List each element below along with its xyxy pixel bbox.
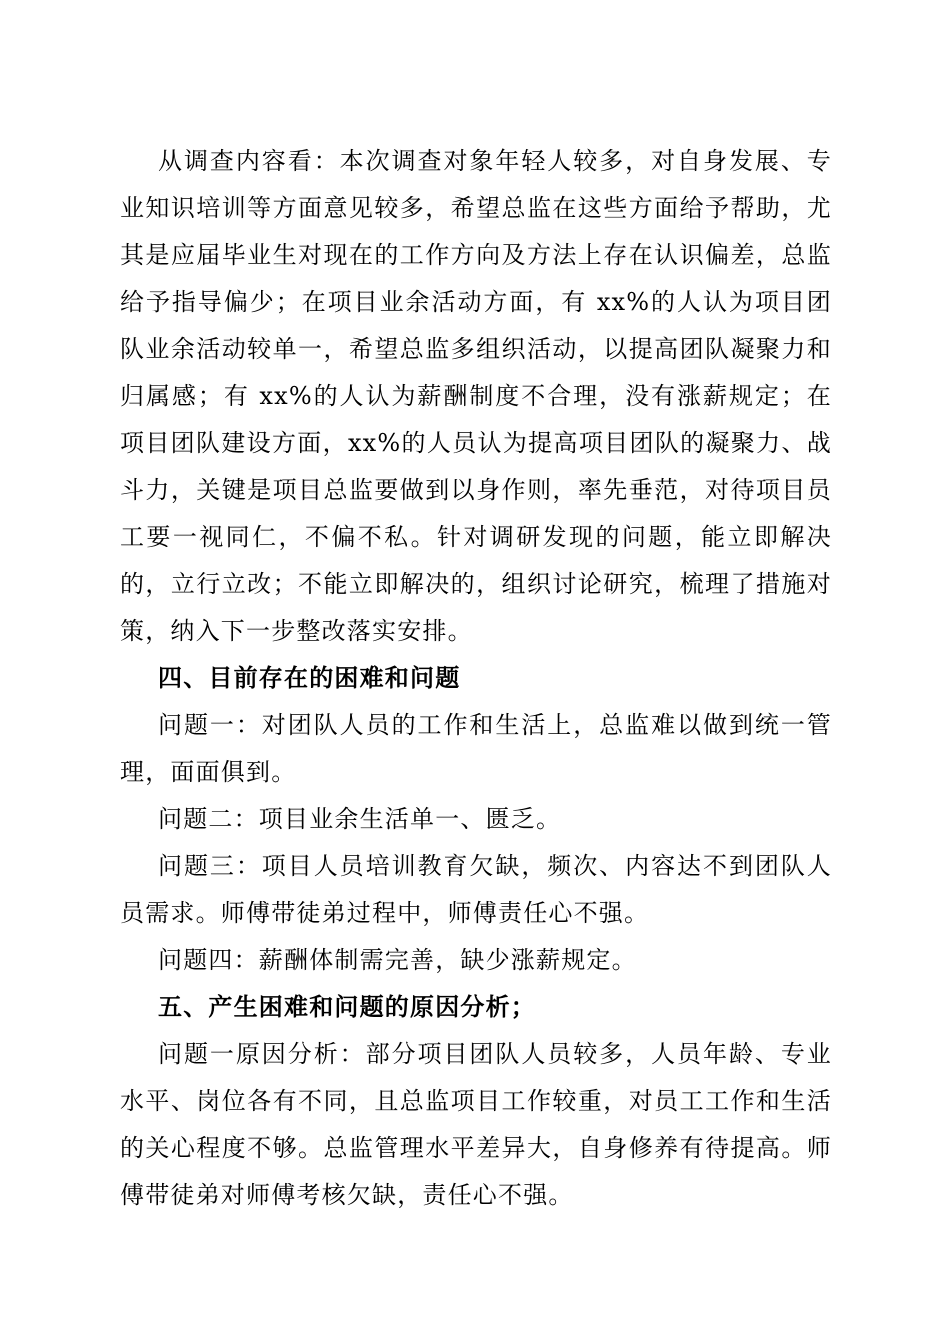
problem-item-1: 问题一：对团队人员的工作和生活上，总监难以做到统一管理，面面俱到。 [120, 711, 832, 786]
section-heading-difficulties: 四、目前存在的困难和问题 [158, 664, 461, 692]
problem-item-4: 问题四：薪酬体制需完善，缺少涨薪规定。 [158, 946, 637, 974]
problem-item-3: 问题三：项目人员培训教育欠缺，频次、内容达不到团队人员需求。师傅带徒弟过程中，师傅责任心不强。 [120, 852, 832, 927]
survey-content-paragraph: 从调查内容看：本次调查对象年轻人较多，对自身发展、专业知识培训等方面意见较多，希望总监在这些方面给予帮助，尤其是应届毕业生对现在的工作方向及方法上存在认识偏差，总监给予指导偏少；在项目业余活动方面，有 xx%的人认为项目团队业余活动较单一，希望总监多组织活动，以提高团队凝聚力和归属感；有 xx%的人认为薪酬制度不合理，没有涨薪规定；在项目团队建设方面，xx%的人员认为提高项目团队的凝聚力、战斗力，关键是项目总监要做到以身作则，率先垂范，对待项目员工要一视同仁，不偏不私。针对调研发现的问题，能立即解决的，立行立改；不能立即解决的，组织讨论研究，梳理了措施对策，纳入下一步整改落实安排。 [120, 147, 832, 645]
section-heading-cause-analysis: 五、产生困难和问题的原因分析； [158, 993, 536, 1021]
document-page [120, 138, 832, 1219]
problem-item-2: 问题二：项目业余生活单一、匮乏。 [158, 805, 562, 833]
cause-analysis-1: 问题一原因分析：部分项目团队人员较多，人员年龄、专业水平、岗位各有不同，且总监项目工作较重，对员工工作和生活的关心程度不够。总监管理水平差异大，自身修养有待提高。师傅带徒弟对师傅考核欠缺，责任心不强。 [120, 1040, 832, 1209]
